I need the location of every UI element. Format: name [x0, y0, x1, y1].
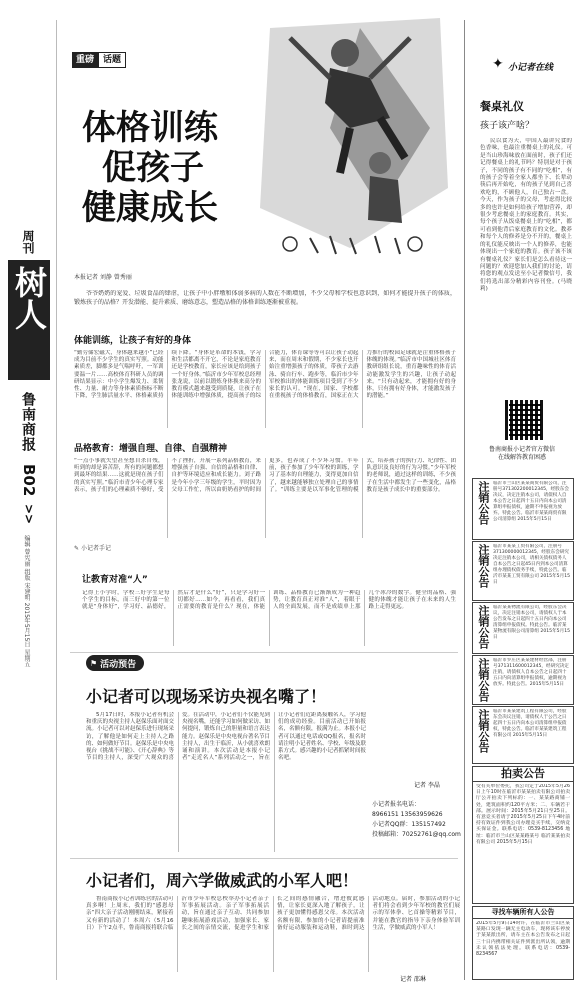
sidebar-title: 餐桌礼仪 — [480, 100, 524, 113]
notice-4 — [472, 655, 574, 705]
child-figure-head — [331, 39, 359, 67]
notice-3-title: 注销公告 — [477, 605, 490, 649]
notice-3-text: 临沂某某物流有限公司，经股东会决议，决定注销本公司，请债权人于本公告发布之日起四十五日内向本公司清算组申报债权。特此公告。临沂某某物流有限公司清算组 2015年5月15日 — [493, 605, 571, 640]
activity-text-1: 5月17日时，本报小记者有机会和重庆的央视主持人赵保乐面对面交流。小记者可以对赵保乐进行现场采访，了解他是如何走上主持人之路的、如何做好节目。赵保乐是中央电视台《挑战不可能》、《开心辞典》等节目的主持人，深受广大观众的喜爱。在活动中，小记者们不仅能见到央视名嘴，还能学习如何做采访、如何提问，锻炼自己的胆量和语言表达能力。赵保乐是中央电视台著名节目主持人，出生于临沂，从小就喜欢朗诵和演讲。本次活动是本报小记者“走近名人”系列活动之一，旨在让小记者们近距离接触名人，学习他们的成功经验。目前活动已开始报名，名额有限，报满为止。本报小记者可以通过电话或QQ报名，报名时请注明小记者姓名、学校、年级及联系方式。感兴趣的小记者抓紧时间报名吧。 — [86, 712, 366, 762]
activity-badge — [86, 655, 144, 671]
notice-5-title: 注销公告 — [477, 709, 490, 753]
subheading-3-text: 记得上小学时，学校三好学生是每个学生的目标，而三好中的第一位就是“身体好”，学习好、品德好，然后才是什么“好”，只是学习好一切都好……如今，再看看，我们真正需要的教育是什么？现在，体能训练、品格教育已渐渐成为一种趋势，让教育真正对准“人”，着眼于人的全面发展，而不是成绩单上那几个冰冷的数字。健全的品格、强健的体魄才能让孩子在未来的人生路上走得更远。 — [82, 590, 456, 611]
notice-2 — [472, 541, 574, 601]
activity-divider — [70, 652, 458, 653]
notes-label — [74, 543, 111, 552]
activity-reporter-2: 记者 邵琳 — [400, 976, 426, 983]
notice-1-title: 注销公告 — [477, 481, 490, 525]
activity-divider-2 — [70, 858, 458, 859]
notice-4-text: 临沂市罗庄区某某建材经营部，注册号371311600012345，经研究决定注销，请债权人自本公告之日起四十五日内向清算组申报债权，逾期视为放弃。特此公告。2015年5月15日 — [493, 658, 569, 687]
qr-code — [505, 400, 545, 440]
second-child-head — [369, 152, 391, 174]
topic-tag — [72, 52, 126, 68]
notice-1-text: 临沂市兰山区某某商贸有限公司，注册号371302200012345，经股东会决议，决定注销本公司，请债权人自本公告之日起四十五日内向本公司清算组申报债权，逾期不申报视为放弃。特此公告。临沂市某某商贸有限公司清算组 2015年5月15日 — [493, 481, 569, 522]
contact-mail: 投稿邮箱：70252761@qq.com — [372, 831, 461, 838]
subheading-2-text: “一点小事就失望甚至想自杀自残，听到的却是诉苦辞，所有的问题都想到最坏的结果……这就是现在孩子们的真实写照。”临沂市青少年心理专家表示，孩子们的心理素质不够好，受不了挫折，开展一系列品格教育，来增强孩子自强、自信的品格和自律、自护等环境适应和成长能力。刘子路是今年小学三年级的学生，平时因为父母工作忙，所以由奶奶看护的时间更多，也养成了不少坏习惯。半年前，孩子参加了少年军校的训练，学习了基本的自理能力，变得更加自信了，越来越能够独立处理自己的事情了。“训练主要是以军事化管理的模式，培养孩子的执行力、纪律性、团队意识及良好的行为习惯。”少年军校的老师说，通过这样的训练，不少孩子在生活中都发生了一些变化，品格教育是孩子成长中的重要部分。 — [74, 458, 456, 493]
notice-2-text: 临沂市某某工贸有限公司，注册号371300000012345，经股东会研究决定注销本公司，请相关债权债务人自本公告之日起45日内到本公司清算组办理债权债务手续，特此公告。临沂市某某工贸有限公司 2015年5月15日 — [493, 544, 571, 585]
headline-line-2: 促孩子 — [102, 148, 204, 188]
contact-qq: 小记者QQ群：135157492 — [372, 821, 446, 828]
activity-headline-2: 小记者们，周六学做威武的小军人吧！ — [86, 871, 359, 890]
lost-notice — [472, 906, 574, 980]
masthead-divider — [56, 20, 57, 980]
story-headline — [82, 108, 282, 228]
masthead-big-char-block — [8, 260, 50, 380]
sidebar-question: 孩子该产啥？ — [480, 121, 535, 131]
subheading-2: 品格教育：增强自理、自律、自强精神 — [74, 444, 228, 454]
activity-contact — [372, 800, 462, 840]
masthead-section: 周刊 — [21, 230, 35, 254]
notes-label-text: 小记者手记 — [80, 545, 111, 552]
sport-icon-ring — [283, 237, 297, 251]
auction-notice — [472, 766, 574, 904]
masthead-page-number — [6, 464, 54, 526]
qr-caption: 鲁南商报小记者官方微信 在线解答教育困惑 — [488, 446, 555, 461]
notice-4-title: 注销公告 — [477, 658, 490, 702]
sport-icon-ball — [408, 237, 422, 251]
activity-headline-1: 小记者可以现场采访央视名嘴了！ — [86, 687, 327, 706]
topic-tag-left: 重磅 — [72, 52, 98, 68]
activity-reporter-1: 记者 李晶 — [414, 782, 440, 789]
second-child-body — [368, 176, 402, 223]
headline-line-3: 健康成长 — [82, 188, 218, 228]
page-number: B02 — [20, 464, 38, 497]
star-icon: ✦ — [492, 56, 504, 72]
notice-5 — [472, 706, 574, 764]
activity-badge-text: 活动预告 — [100, 659, 137, 670]
contact-phone: 8966151 13563959626 — [372, 811, 443, 818]
story-byline: 本报记者 刘静 曾秀丽 — [74, 274, 132, 281]
masthead-editor-lines: 编辑 曾宪丽 组版 宋建明 2015年5月15日 星期五 — [23, 535, 30, 668]
pen-icon: ✎ — [74, 545, 80, 552]
masthead-paper-name: 鲁南商报 — [20, 392, 36, 452]
auction-title: 拍卖公告 — [473, 767, 573, 782]
flag-icon: ⚑ — [90, 658, 98, 668]
headline-line-1: 体格训练 — [82, 108, 218, 148]
sidebar-text: 民以食为天，中国人最讲究食的色香味，也最注重餐桌上的礼仪。可是当山珍海味放在面前时，孩子们还记得餐桌上的礼节吗？特别是对于孩子，不同的孩子有不同的“吃相”，有的孩子会等着全家人都坐下、长辈动筷后再开始吃，有的孩子见到自己喜欢吃的，不顾他人，自己独占一盘。今天，作为孩子的父母，考虑得比较多的也许是如何给孩子增加营养，却很少考虑餐桌上的家庭教育。其实，每个孩子从饭桌餐桌上的“吃相”，都可看到他背后家庭教育的文化。教养和每个人的修养是分不开的，餐桌上的礼仪能反映出一个人的修养，也能体现出一个家庭的教育。孩子该不该有餐桌礼仪？家长们是怎么看待这一问题的？欢迎您加入我们的讨论，请将您的观点发送至小记者微信号，我们将选出部分精彩内容刊登。(马晓莉) — [480, 138, 572, 293]
notice-3 — [472, 602, 574, 654]
notice-5-text: 临沂市某某建筑工程有限公司，经股东会决议注销，请债权人于公告之日起四十五日内向本公司清算组申报债权，特此公告。临沂市某某建筑工程有限公司 2015年5月15日 — [493, 709, 567, 738]
subheading-1-text: “勤劳储宏磁大，身体越来越小”已经成为目前不少学生的真实写照。动能素质差，脚都多是气喘呼吁，一军训要温一片……高校体育科研人员的调研结果显示：中小学生爆发力、柔韧性、力量、耐力等身体素质指标不断下降，学生肺活量水平、体格素质持续下降。“身体是革命的本钱，学习和生活都离不开它，不论是家庭教育还是学校教育，家长应该是给到孩子一个好身体。”临沂市少年军校总经理张龙说，以前以锻炼身体换来高分的教育模式越来越受到质疑，让孩子在体能训练中增强体质，提高孩子的综合能力，体育课等等可以让孩子动起来，而在周末和假期，不少家长也开始注重增强孩子的体质，带孩子去游泳、骑自行车、跑步等，临沂市少年军校推出的体能训练项目受到了不少家长的认可。“现在，国家、学校都在重视孩子的体格教育，国家正在大力推行的校园足球就是注重体格孩子体魄的体现。”临沂市中国城社区体育教研组组长说，重育趣味性的体育活动能激发学生的兴趣，让孩子动起来。“只有动起来，才能拥有好的身体，只有拥有好身体，才能激发孩子的潜能。” — [74, 350, 456, 400]
page-chevrons: >> — [22, 504, 36, 525]
subheading-1: 体能训练，让孩子有好的身体 — [74, 336, 192, 346]
auction-text: 受有关单位委托，我公司定于2015年5月26日上午10时在临沂市某某拍卖有限公司拍卖厅公开拍卖下列标的：一、某某路商铺一处，建筑面积约120平方米；二、车辆若干部。展示时间：2015年5月21日至25日。有意竞买者请于2015年5月25日下午4时前持有效证件到我公司办理竞买手续，交纳竞买保证金。联系电话：0539-8123456 地址：临沂市兰山区某某路某号 临沂某某拍卖有限公司 2015年5月15日 — [476, 784, 570, 845]
notice-1 — [472, 478, 574, 540]
story-lead: 爷爷奶奶的宠爱、垃圾食品的肆虐，让孩子中小胖墩和体弱多病的人数在不断增加，不少父母和学校也意识到，如何才能提升孩子的体质，锻炼孩子的品格？开发潜能、提升素质、磨练意志，塑造品格的体格训练逐渐被重视。 — [74, 290, 456, 306]
activity-text-2: 鲁南商报小记者训练营的活动可真多啊！上周末，我们的“感恩母亲”四大亲子活动刚刚结束，紧接着又有新的活动了！本周六（5月16日）下午2点半，鲁南商报将联合临沂市少年军校总校举办小记者亲子军事拓展活动。亲子军事拓展活动，旨在通过亲子互动、共同参加趣味拓展游戏活动，加强家长、家长之间的亲情交流，促进学生和家长之间的感情融合，增进彼此感情，让家长更深入地了解孩子，让孩子更加懂得感恩父母。本次活动名额有限，参加的小记者请提前准备好运动服装和运动鞋，准时到达活动地点。届时，参加活动的小记者们将会看到少年军校的教官们展示的军体拳、匕首操等精彩节目，并能在教官的指导下亲身体验军训生活，学做威武的小军人！ — [86, 896, 460, 931]
lost-notice-text: 2015年5月9日14时许，在临沂市兰山区某某路口发现一辆无主电动车，现将该车停放于某某派出所，请车主在本公告发布之日起三十日内携带相关证件到派出所认领，逾期未认领依法处理。联系电话：0539-8234567 — [476, 921, 570, 958]
sidebar-column-logo — [472, 52, 572, 82]
sidebar-divider — [464, 20, 465, 980]
contact-title: 小记者报名电话： — [372, 801, 421, 808]
lost-notice-title: 寻找车辆所有人公告 — [473, 907, 573, 919]
subheading-3: 让教育对准“人” — [82, 575, 148, 585]
notice-2-title: 注销公告 — [477, 544, 490, 588]
topic-tag-right: 话题 — [98, 52, 126, 68]
masthead-big-char: 树人 — [10, 266, 48, 330]
sidebar-column-logo-text: 小记者在线 — [508, 63, 554, 73]
masthead — [6, 120, 52, 668]
